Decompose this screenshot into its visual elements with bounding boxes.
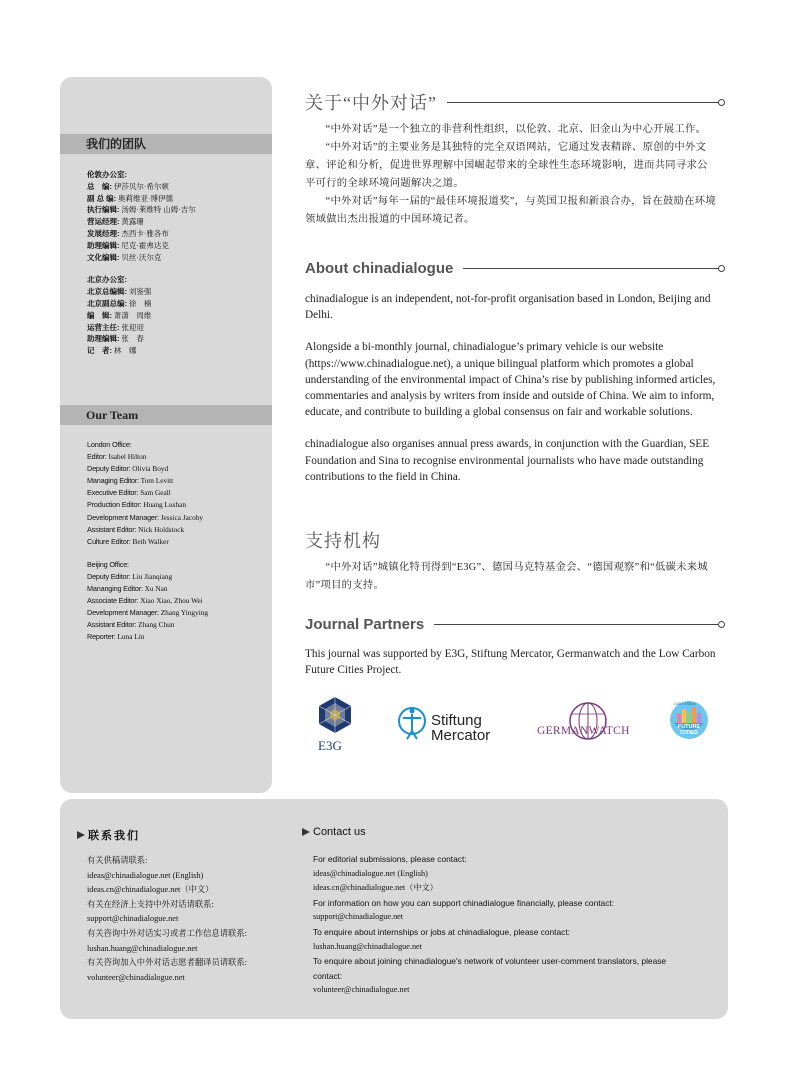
team-role: Development Manager:: [87, 608, 159, 618]
team-row: [87, 240, 196, 252]
team-row: [87, 524, 208, 536]
team-cn-list: [87, 169, 196, 357]
team-row: [87, 487, 208, 499]
team-member-name: Huang Lushan: [143, 500, 186, 510]
team-role: London Office:: [87, 440, 132, 449]
contact-label: For editorial submissions, please contact:: [313, 854, 467, 864]
contact-email-link[interactable]: ideas.cn@chinadialogue.net（中文）: [313, 883, 438, 893]
contact-email-link[interactable]: support@chinadialogue.net: [87, 914, 179, 924]
team-row: [87, 310, 196, 322]
team-row: [87, 216, 196, 228]
about-cn-p1: “中外对话”是一个独立的非营利性组织，以伦敦、北京、旧金山为中心开展工作。: [325, 124, 707, 135]
contact-en-heading-text: Contact us: [313, 826, 366, 838]
team-en-list: [87, 439, 208, 644]
contact-cn-list: [87, 854, 297, 985]
rule-end-dot: [718, 265, 725, 272]
team-role: 发展经理:: [87, 228, 120, 238]
team-member-name: Beth Walker: [132, 536, 169, 546]
team-role: Development Manager:: [87, 512, 159, 522]
rule-end-dot: [718, 621, 725, 628]
stiftung-mercator-logo: [397, 701, 507, 745]
team-role: Managing Editor:: [87, 476, 139, 486]
team-role: Beijing Office:: [87, 559, 129, 569]
germanwatch-logo: [537, 701, 639, 745]
team-role: Assistant Editor:: [87, 524, 137, 534]
e3g-logo: [305, 695, 355, 755]
team-member-name: Isabel Hilton: [108, 452, 147, 462]
contact-cn-heading: [77, 827, 140, 843]
stiftung-line-2: Mercator: [431, 727, 491, 744]
stiftung-line-1: Stiftung: [431, 712, 482, 729]
team-role: 北京办公室:: [87, 275, 127, 285]
team-role: 副 总 编:: [87, 193, 117, 203]
team-row: [87, 298, 196, 310]
contact-email-link[interactable]: volunteer@chinadialogue.net: [87, 972, 185, 982]
germanwatch-wordmark: GERMANWATCH: [537, 725, 630, 737]
partners-en-body: This journal was supported by E3G, Stiftung Mercator, Germanwatch and the Low Carbon Future Cities Project.: [305, 648, 716, 677]
team-member-name: 杰西卡·雅各布: [121, 228, 169, 238]
team-role: Deputy Editor:: [87, 464, 131, 474]
team-row: [87, 607, 208, 619]
team-role: 编 辑:: [87, 310, 112, 320]
team-member-name: 刘鉴强: [128, 287, 152, 297]
team-role: Production Editor:: [87, 500, 142, 510]
team-member-name: 黄露珊: [121, 217, 144, 227]
contact-en-heading: [302, 826, 366, 838]
about-cn-p2: “中外对话”的主要业务是其独特的完全双语网站，它通过发表精辟、原创的中外文章、评论和分析，促进世界理解中国崛起带来的全球性生态环境影响，进而共同寻求公平可行的全球环境问题解决之道。: [305, 142, 708, 189]
team-row: [87, 228, 196, 240]
heading-rule: [463, 268, 719, 269]
team-role: Culture Editor:: [87, 536, 131, 546]
contact-email-link[interactable]: ideas@chinadialogue.net (English): [87, 870, 204, 880]
low-carbon-future-cities-logo: [668, 699, 710, 743]
team-member-name: 奥莉维亚·博伊德: [118, 193, 174, 203]
team-role: Mananging Editor:: [87, 584, 143, 594]
lcfc-line-1: FUTURE: [677, 724, 701, 730]
team-member-name: Xiao Xiao, Zhou Wei: [140, 596, 203, 606]
london-en-list: [87, 439, 208, 548]
team-member-name: 萧潇 周维: [113, 310, 152, 320]
team-row: [87, 499, 208, 511]
about-en-p1: chinadialogue is an independent, not-for-profit organisation based in London, Beijing and Delhi.: [305, 293, 711, 322]
team-role: 运营主任:: [87, 322, 120, 332]
contact-label: For information on how you can support chinadialogue financially, please contact:: [313, 897, 615, 908]
team-row: [87, 631, 208, 643]
team-row: [87, 536, 208, 548]
partners-cn-body: “中外对话”城镇化特刊得到“E3G”、德国马克特基金会、“德国观察”和“低碳未来城市”项目的支持。: [305, 562, 708, 591]
contact-email-link[interactable]: lushan.huang@chinadialogue.net: [87, 943, 198, 953]
team-member-name: 张迎迎: [121, 322, 144, 332]
about-cn-heading: [305, 90, 725, 114]
lcfc-line-2: CITIES: [680, 730, 698, 736]
team-row: [87, 252, 196, 264]
team-member-name: Liu Jianqiang: [132, 571, 173, 581]
stiftung-figure-icon: [397, 701, 427, 741]
heading-rule: [447, 102, 719, 103]
team-role: 助理编辑:: [87, 334, 120, 344]
team-role: 执行编辑:: [87, 205, 120, 215]
about-cn-p3: “中外对话”每年一届的“最佳环境报道奖”，与英国卫报和新浪合办，旨在鼓励在环境领域做出杰出报道的中国环境记者。: [305, 196, 716, 225]
team-row: [87, 439, 208, 451]
team-member-name: 徐 楠: [128, 298, 152, 308]
team-member-name: Zhang Yingying: [160, 608, 209, 618]
partner-logos: [305, 695, 725, 755]
about-cn-body: [305, 121, 717, 229]
team-member-name: 张 春: [121, 334, 144, 344]
rule-end-dot: [718, 99, 725, 106]
team-cn-title: 我们的团队: [60, 134, 272, 154]
team-row: [87, 169, 196, 181]
contact-label: contact:: [313, 970, 343, 981]
partners-cn-heading: [305, 528, 725, 552]
team-role: Executive Editor:: [87, 488, 139, 498]
contact-label: To enquire about internships or jobs at chinadialogue, please contact:: [313, 926, 571, 937]
team-role: Assistant Editor:: [87, 620, 137, 630]
triangle-icon: [77, 831, 85, 839]
partners-cn-heading-text: 支持机构: [305, 531, 381, 551]
team-row: [87, 286, 196, 298]
partners-en-heading: [305, 612, 725, 636]
team-role: 文化编辑:: [87, 252, 120, 262]
contact-email-link[interactable]: lushan.huang@chinadialogue.net: [313, 941, 422, 951]
about-en-heading: [305, 256, 725, 280]
contact-label: 有关在经济上支持中外对话请联系:: [87, 899, 214, 909]
team-role: 营运经理:: [87, 217, 120, 227]
team-role: Reporter:: [87, 632, 116, 642]
team-role: 记 者:: [87, 346, 112, 356]
partners-en-heading-text: Journal Partners: [305, 615, 425, 633]
stiftung-wordmark: [431, 713, 490, 743]
team-member-name: 尼克·霍弗达克: [121, 240, 169, 250]
team-row: [87, 204, 196, 216]
team-row: [87, 181, 196, 193]
triangle-icon: [302, 828, 310, 836]
e3g-wordmark: E3G: [318, 738, 342, 753]
team-member-name: 伊莎贝尔·希尔顿: [113, 181, 169, 191]
team-row: [87, 571, 208, 583]
about-en-p3: chinadialogue also organises annual press awards, in conjunction with the Guardian, SEE Foundation and Sina to recognise environmental journalists who have made outstanding contributions to the field in China.: [305, 438, 710, 483]
team-member-name: Tom Levitt: [140, 476, 174, 486]
e3g-icon: [315, 695, 355, 735]
team-row: [87, 333, 196, 345]
team-member-name: 林 娜: [113, 346, 137, 356]
about-en-heading-text: About chinadialogue: [305, 259, 454, 277]
team-row: [87, 583, 208, 595]
team-row: [87, 595, 208, 607]
team-member-name: Zhang Chun: [138, 620, 175, 630]
team-member-name: Olivia Boyd: [132, 464, 169, 474]
team-sidebar: [60, 77, 272, 793]
team-role: 北京副总编:: [87, 298, 127, 308]
team-en-title: Our Team: [60, 405, 272, 425]
team-role: 总 编:: [87, 181, 112, 191]
about-cn-heading-text: 关于“中外对话”: [305, 93, 437, 113]
team-row: [87, 475, 208, 487]
team-row: [87, 451, 208, 463]
team-role: 伦敦办公室:: [87, 170, 127, 179]
contact-email-link[interactable]: ideas.cn@chinadialogue.net（中文）: [87, 885, 214, 895]
team-role: Editor:: [87, 452, 107, 462]
team-role: 助理编辑:: [87, 240, 120, 250]
about-en-body: [305, 291, 717, 501]
team-member-name: Xu Nan: [144, 584, 168, 594]
team-row: [87, 193, 196, 205]
contact-email-link[interactable]: ideas@chinadialogue.net (English): [313, 868, 428, 878]
about-en-p2: Alongside a bi-monthly journal, chinadialogue’s primary vehicle is our website (https://www.chinadialogue.net), a unique bilingual platform which promotes a global understanding of the environmental impact of China’s rise by publishing informed articles, commentaries and analysis by writers from inside and outside of China. We aim to inform, educate, and contribute to building a global consensus on fair and workable solutions.: [305, 341, 716, 419]
team-member-name: Nick Holdstock: [138, 524, 185, 534]
london-cn-list: [87, 169, 196, 263]
beijing-cn-list: [87, 274, 196, 357]
team-row: [87, 274, 196, 286]
team-role: Associate Editor:: [87, 596, 139, 606]
team-row: [87, 463, 208, 475]
contact-label: 有关咨询中外对话实习或者工作信息请联系:: [87, 928, 247, 938]
team-member-name: Sam Geall: [140, 488, 171, 498]
team-row: [87, 512, 208, 524]
team-row: [87, 559, 208, 571]
team-row: [87, 345, 196, 357]
contact-email-link[interactable]: support@chinadialogue.net: [313, 912, 404, 922]
contact-footer: [60, 799, 728, 1019]
team-member-name: 贝丝·沃尔克: [121, 252, 162, 262]
lcfc-label: [668, 724, 710, 736]
heading-rule: [434, 624, 719, 625]
team-role: Deputy Editor:: [87, 571, 131, 581]
team-member-name: Luna Lin: [117, 632, 145, 642]
contact-label: To enquire about joining chinadialogue's network of volunteer user-comment translators, please: [313, 956, 667, 967]
team-role: 北京总编辑:: [87, 287, 127, 297]
contact-cn-heading-text: 联系我们: [88, 830, 140, 842]
team-row: [87, 322, 196, 334]
contact-label: 有关供稿请联系:: [87, 856, 148, 865]
contact-label: 有关咨询加入中外对话志愿者翻译员请联系:: [87, 958, 247, 968]
lcfc-top-label: LOW CARBON: [674, 702, 696, 706]
team-row: [87, 619, 208, 631]
team-member-name: 汤姆·莱维特 山姆·吉尔: [121, 205, 196, 215]
contact-en-list: [313, 852, 723, 998]
team-member-name: Jessica Jacoby: [160, 512, 204, 522]
contact-email-link[interactable]: volunteer@chinadialogue.net: [313, 985, 410, 995]
beijing-en-list: [87, 559, 208, 644]
